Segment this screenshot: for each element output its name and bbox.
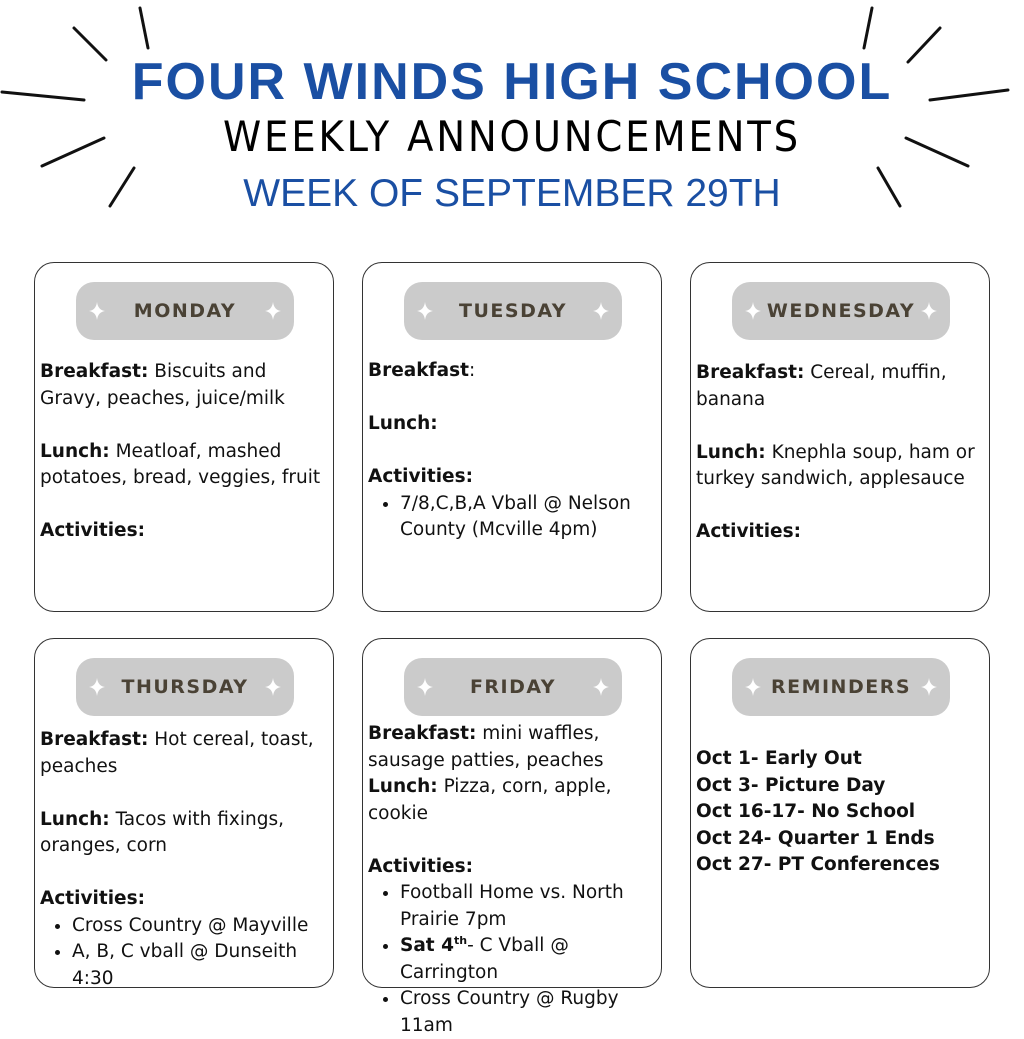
list-item: • 7/8,C,B,A Vball @ Nelson County (Mcville 4pm) [400,491,657,544]
activities-heading: Activities: [368,466,474,487]
friday-content [368,721,657,1039]
tuesday-content [368,358,657,544]
sparkle-icon [265,678,281,696]
friday-header [404,658,622,716]
reminder-item: Oct 24- Quarter 1 Ends [696,827,935,849]
day-label: WEDNESDAY [766,300,916,322]
thursday-header [76,658,294,716]
day-label: THURSDAY [121,676,249,698]
page-title: WEEKLY ANNOUNCEMENTS [223,112,801,161]
school-name: FOUR WINDS HIGH SCHOOL [131,53,893,111]
reminders-header [732,658,950,716]
reminders-label: REMINDERS [770,676,912,698]
activities-list [368,880,657,1039]
wednesday-header [732,282,950,340]
activities-list [40,913,329,993]
reminder-item: Oct 16-17- No School [696,801,916,822]
reminder-item: Oct 3- Picture Day [696,774,886,796]
sparkle-icon [593,302,609,320]
thursday-card [34,638,334,988]
lunch-line: Lunch: [368,413,438,434]
breakfast-line: Breakfast: mini waffles, sausage patties, peaches [368,723,604,771]
breakfast-line: Breakfast: Biscuits and Gravy, peaches, juice/milk [40,361,285,409]
activities-heading: Activities: [696,521,802,542]
reminders-list [696,746,985,879]
breakfast-line: Breakfast: Hot cereal, toast, peaches [40,729,314,777]
day-label: MONDAY [133,300,237,322]
list-item: • Football Home vs. North Prairie 7pm [400,880,657,933]
activities-heading: Activities: [368,855,474,877]
monday-header [76,282,294,340]
monday-content [40,359,329,545]
lunch-line: Lunch: Tacos with fixings, oranges, corn [40,808,285,856]
list-item: • A, B, C vball @ Dunseith 4:30 [72,939,329,992]
reminders-card [690,638,990,988]
sparkle-icon [593,678,609,696]
list-item: • Sat 4th- C Vball @ Carrington [400,933,657,986]
lunch-line: Lunch: Pizza, corn, apple, cookie [368,776,612,824]
list-item: • Cross Country @ Rugby 11am [400,986,657,1039]
lunch-line: Lunch: Knephla soup, ham or turkey sandwich, applesauce [696,441,975,489]
thursday-content [40,727,329,992]
sparkle-icon [921,302,937,320]
activities-heading: Activities: [40,520,146,541]
breakfast-line: Breakfast: Cereal, muffin, banana [696,362,947,410]
breakfast-line: Breakfast: [368,360,476,381]
activities-heading: Activities: [40,888,146,909]
reminder-item: Oct 1- Early Out [696,748,862,769]
wednesday-content [696,360,985,546]
activities-list [368,491,657,544]
tuesday-header [404,282,622,340]
list-item: • Cross Country @ Mayville [72,913,329,940]
tuesday-card [362,262,662,612]
friday-card [362,638,662,1036]
sparkle-icon [921,678,937,696]
day-label: TUESDAY [459,300,567,322]
lunch-line: Lunch: Meatloaf, mashed potatoes, bread, veggies, fruit [40,440,321,488]
wednesday-card [690,262,990,612]
day-label: FRIDAY [469,676,557,698]
monday-card [34,262,334,612]
reminder-item: Oct 27- PT Conferences [696,854,940,875]
week-heading: WEEK OF SEPTEMBER 29TH [243,172,781,215]
sparkle-icon [265,302,281,320]
